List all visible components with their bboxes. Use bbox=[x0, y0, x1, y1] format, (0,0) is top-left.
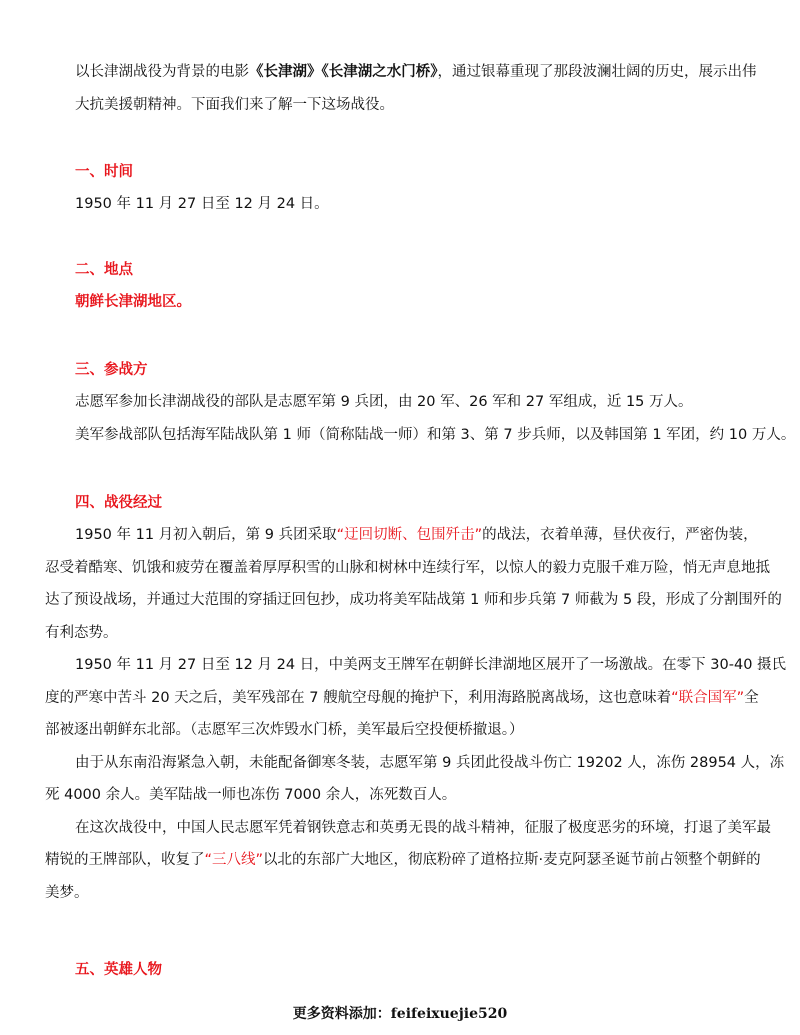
para-1-text-a: 1950 年 11 月初入朝后，第 9 兵团采取 bbox=[75, 527, 337, 543]
film-title-1: 《长津湖》 bbox=[249, 64, 322, 80]
intro-paragraph bbox=[0, 56, 800, 121]
para-1-text-b: 的战法，衣着单薄，昼伏夜行，严密伪装， bbox=[482, 527, 758, 543]
film-title-2: 《长津湖之水门桥》 bbox=[321, 64, 438, 80]
para-2-line-3: 部被逐出朝鲜东北部。（志愿军三次炸毁水门桥，美军最后空投便桥撤退。） bbox=[45, 722, 524, 738]
section-1-heading: 一、时间 bbox=[75, 164, 133, 180]
section-3-heading: 三、参战方 bbox=[75, 362, 148, 378]
para-4-text-a: 精锐的王牌部队，收复了 bbox=[45, 852, 205, 868]
tactic-highlight: “迂回切断、包围歼击” bbox=[336, 527, 483, 543]
para-2-text-b: 全 bbox=[744, 689, 759, 706]
section-4-heading: 四、战役经过 bbox=[75, 495, 162, 511]
para-2-text-a: 度的严寒中苦斗 20 天之后，美军残部在 7 艘航空母舰的掩护下，利用海路脱离战场，这也意味着 bbox=[45, 689, 672, 706]
para-4-line-2 bbox=[0, 844, 800, 877]
para-4-text-b: 以北的东部广大地区，彻底粉碎了道格拉斯·麦克阿瑟圣诞节前占领整个朝鲜的 bbox=[263, 852, 761, 868]
para-4-line-1: 在这次战役中，中国人民志愿军凭着钢铁意志和英勇无畏的战斗精神，征服了极度恶劣的环境，打退了美军最 bbox=[75, 819, 771, 836]
para-1-line-2: 忍受着酷寒、饥饿和疲劳在覆盖着厚厚积雪的山脉和树林中连续行军，以惊人的毅力克服千难万险，悄无声息地抵 bbox=[45, 559, 770, 576]
para-1-line-1 bbox=[0, 519, 800, 552]
section-2-body bbox=[0, 286, 800, 319]
para-3-line-1: 由于从东南沿海紧急入朝，未能配备御寒冬装，志愿军第 9 兵团此役战斗伤亡 19202 人，冻伤 28954 人，冻 bbox=[75, 754, 785, 771]
para-3-line-2: 死 4000 余人。美军陆战一师也冻伤 7000 余人，冻死数百人。 bbox=[45, 787, 457, 803]
section-5-heading: 五、英雄人物 bbox=[75, 962, 162, 978]
para-2-line-2 bbox=[0, 682, 800, 715]
section-4-body bbox=[0, 519, 800, 909]
section-3-para-2: 美军参战部队包括海军陆战队第 1 师（简称陆战一师）和第 3、第 7 步兵师，以及韩国第 1 军团，约 10 万人。 bbox=[75, 426, 796, 443]
section-2-heading: 二、地点 bbox=[75, 262, 133, 278]
para-1-line-4: 有利态势。 bbox=[45, 624, 118, 641]
para-4-line-3: 美梦。 bbox=[45, 884, 89, 901]
section-3-body bbox=[0, 386, 800, 451]
un-forces-highlight: “联合国军” bbox=[671, 689, 745, 706]
para-1-line-3: 达了预设战场，并通过大范围的穿插迂回包抄，成功将美军陆战第 1 师和步兵第 7 师截为 5 段，形成了分割围歼的 bbox=[45, 592, 782, 608]
intro-line-1 bbox=[0, 56, 800, 89]
section-2-text: 朝鲜长津湖地区。 bbox=[75, 294, 191, 310]
section-1-text: 1950 年 11 月 27 日至 12 月 24 日。 bbox=[75, 196, 329, 212]
footer-contact: 更多资料添加：feifeixuejie520 bbox=[292, 1006, 508, 1022]
para-2-line-1: 1950 年 11 月 27 日至 12 月 24 日，中美两支王牌军在朝鲜长津湖地区展开了一场激战。在零下 30-40 摄氏 bbox=[75, 657, 787, 673]
section-1-body bbox=[0, 188, 800, 221]
section-3-para-1: 志愿军参加长津湖战役的部队是志愿军第 9 兵团，由 20 军、26 军和 27 军组成，近 15 万人。 bbox=[75, 394, 693, 410]
intro-text-b: ，通过银幕重现了那段波澜壮阔的历史，展示出伟 bbox=[437, 64, 757, 80]
intro-text-a: 以长津湖战役为背景的电影 bbox=[75, 64, 249, 80]
intro-line-2: 大抗美援朝精神。下面我们来了解一下这场战役。 bbox=[75, 96, 394, 113]
38th-parallel-highlight: “三八线” bbox=[204, 852, 264, 868]
